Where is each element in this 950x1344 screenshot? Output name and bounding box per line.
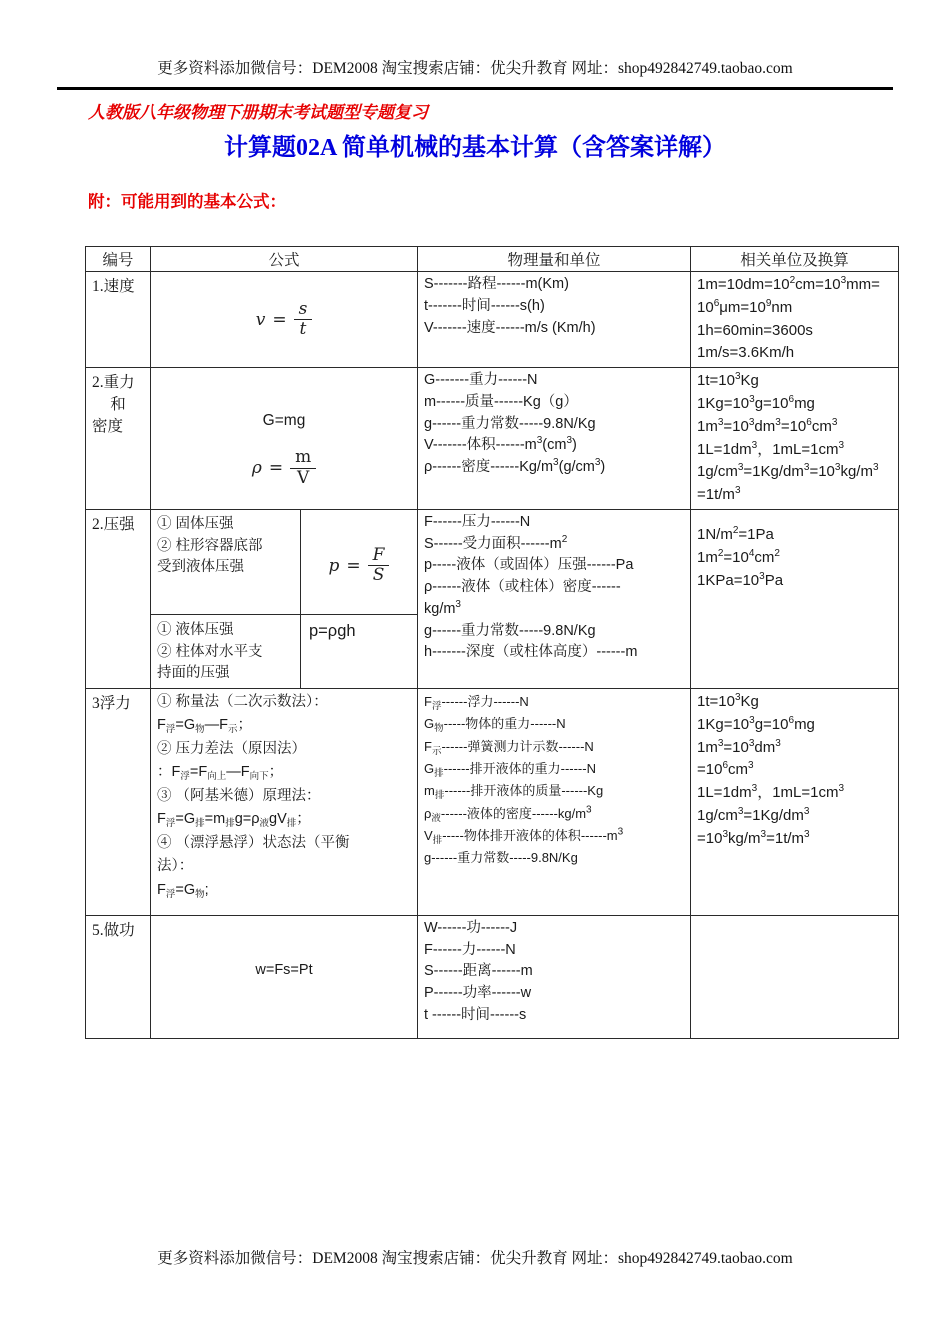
row-pressure-formula-cell xyxy=(151,509,418,688)
text-line: $1L=1dm^3$，$1mL=1cm^3$ xyxy=(697,783,845,802)
text-line: g------重力常数-----9.8N/Kg xyxy=(424,850,578,866)
text-line: ① 固体压强 xyxy=(157,515,234,532)
pressure-solid-desc xyxy=(151,510,301,615)
formula-density xyxy=(252,448,316,488)
pressure-liquid-desc xyxy=(151,615,301,689)
fraction-numerator: m xyxy=(290,448,316,469)
text-line: 1h=60min=3600s xyxy=(697,321,813,339)
text-line: 受到液体压强 xyxy=(157,559,244,576)
text-line: $1m^3=10^3dm^3=10^6cm^3$ xyxy=(697,416,838,435)
text-line: m------质量------Kg（g） xyxy=(424,393,578,410)
text-line: 2.重力 xyxy=(92,374,135,392)
text-line: 和 xyxy=(110,396,126,414)
text-line: V-------体积$------m^3(cm^3)$ xyxy=(424,435,577,454)
row-gravity-density xyxy=(86,368,899,510)
text-line: $F_浮=G_排=m_排g=\rho_液gV_排$； xyxy=(157,811,311,830)
text-line: S------距离------m xyxy=(424,963,533,980)
column-header-formula: 公式 xyxy=(151,247,418,272)
text-line: 法）： xyxy=(157,858,194,875)
fraction-numerator: s xyxy=(294,300,313,321)
row-speed-formula-cell xyxy=(151,272,418,368)
equals-sign: = xyxy=(268,458,284,479)
formula-density-wrap xyxy=(157,448,411,488)
note-label: 附：可能用到的基本公式： xyxy=(88,193,286,211)
row-work xyxy=(86,915,899,1038)
fraction-denominator: t xyxy=(299,319,307,340)
text-line: ② 柱形容器底部 xyxy=(157,537,263,554)
header-text: 更多资料添加微信号：DEM2008 淘宝搜索店铺：优尖升教育 网址：shop492842749.taobao.com xyxy=(157,60,793,77)
text-line: $1Kg=10^3g=10^6mg$ xyxy=(697,393,815,412)
formula-lhs: p xyxy=(328,555,340,576)
text-line: $=1t/m^3$ xyxy=(697,485,741,504)
pressure-subtable xyxy=(151,510,417,687)
row-buoyancy-conversions xyxy=(691,688,899,915)
row-work-formula-cell xyxy=(151,915,418,1038)
text-line: ④ （漂浮悬浮）状态法（平衡 xyxy=(157,834,350,851)
text-line: ρ------密度$------Kg/m^3(g/cm^3)$ xyxy=(424,457,606,476)
row-pressure-id: 2.压强 xyxy=(86,509,151,688)
text-line: $1g/cm^3=1Kg/dm^3$ xyxy=(697,805,810,824)
text-line: $1m=10dm=10^2cm=10^3mm=$ xyxy=(697,275,880,293)
row-work-id: 5.做功 xyxy=(86,915,151,1038)
text-line: ：$F_浮=F_{向上}—F_{向下}$； xyxy=(157,764,284,783)
formula-lhs: v xyxy=(255,309,266,330)
fraction xyxy=(368,546,390,586)
row-buoyancy-quantities xyxy=(418,688,691,915)
text-line: S------受力面积$------m^2$ xyxy=(424,533,568,552)
fraction xyxy=(294,300,313,340)
text-line: $1N/m^2=1Pa$ xyxy=(697,524,774,543)
text-line: $1g/cm^3=1Kg/dm^3=10^3kg/m^3$ xyxy=(697,462,879,481)
page-header xyxy=(57,56,893,90)
text-line: ① 液体压强 xyxy=(157,621,234,638)
page-footer xyxy=(0,1246,950,1268)
equals-sign: = xyxy=(346,555,361,576)
text-line: ③ （阿基米德）原理法： xyxy=(157,787,321,804)
text-line: $kg/m^3$ xyxy=(424,599,461,617)
formula-lhs: ρ xyxy=(251,458,262,479)
text-line: F------力------N xyxy=(424,941,516,958)
text-line: $10^6\mu m=10^9nm$ xyxy=(697,297,793,316)
pressure-solid-formula-cell xyxy=(301,510,417,615)
series-label: 人教版八年级物理下册期末考试题型专题复习 xyxy=(88,103,428,122)
formula-pressure xyxy=(329,518,390,614)
formula-speed xyxy=(256,300,313,340)
text-line: $F_浮=G_物$; xyxy=(157,881,209,900)
text-line: $1KPa=10^3Pa$ xyxy=(697,570,784,589)
row-pressure-conversions xyxy=(691,509,899,688)
formula-table xyxy=(85,246,899,1039)
text-line: $V_排-----$物体排开液体的体积$------m^3$ xyxy=(424,826,624,847)
row-speed-id: 1.速度 xyxy=(86,272,151,368)
fraction-denominator: S xyxy=(372,565,385,586)
text-line: $F_示------$弹簧测力计示数------N xyxy=(424,738,594,757)
text-line: $G_物-----$物体的重力------N xyxy=(424,716,566,735)
row-speed-quantities xyxy=(418,272,691,368)
text-line: t ------时间------s xyxy=(424,1006,527,1023)
row-speed xyxy=(86,272,899,368)
row-gravity-density-formula-cell xyxy=(151,368,418,510)
text-line: 持面的压强 xyxy=(157,665,230,682)
formula-liquid-pressure: p=ρgh xyxy=(309,621,356,640)
text-line: ρ------液体（或柱体）密度------ xyxy=(424,579,621,596)
text-line: $1m^3=10^3dm^3$ xyxy=(697,737,781,756)
text-line: h-------深度（或柱体高度）------m xyxy=(424,644,638,661)
text-line: p-----液体（或固体）压强------Pa xyxy=(424,557,634,574)
column-header-quantities: 物理量和单位 xyxy=(418,247,691,272)
table-header-row xyxy=(86,247,899,272)
row-work-conversions xyxy=(691,915,899,1038)
text-line: S-------路程------m(Km) xyxy=(424,276,569,292)
fraction-denominator: V xyxy=(296,467,310,488)
row-pressure xyxy=(86,509,899,688)
page-title: 计算题02A 简单机械的基本计算（含答案详解） xyxy=(223,135,726,161)
text-line: 1m/s=3.6Km/h xyxy=(697,344,795,362)
text-line: $1m^2=10^4cm^2$ xyxy=(697,547,780,566)
text-line: $1t=10^3Kg$ xyxy=(697,691,759,710)
text-line: ② 压力差法（原因法） xyxy=(157,740,307,757)
fraction-numerator: F xyxy=(368,546,390,567)
row-gravity-density-quantities xyxy=(418,368,691,510)
text-line: $1Kg=10^3g=10^6mg$ xyxy=(697,714,815,733)
text-line: $=10^6cm^3$ xyxy=(697,760,754,779)
row-speed-conversions xyxy=(691,272,899,368)
text-line: F------压力------N xyxy=(424,513,531,530)
formula-gravity: G=mg xyxy=(262,412,306,430)
text-line: ② 柱体对水平支 xyxy=(157,643,263,660)
text-line: G-------重力------N xyxy=(424,372,538,389)
row-buoyancy-formula-cell xyxy=(151,688,418,915)
text-line: g------重力常数-----9.8N/Kg xyxy=(424,622,596,639)
row-buoyancy-id: 3浮力 xyxy=(86,688,151,915)
text-line: P------功率------w xyxy=(424,985,532,1002)
text-line: $G_排------$排开液体的重力------N xyxy=(424,761,596,780)
footer-text: 更多资料添加微信号：DEM2008 淘宝搜索店铺：优尖升教育 网址：shop492842749.taobao.com xyxy=(157,1250,793,1267)
column-header-id: 编号 xyxy=(86,247,151,272)
text-line: $F_浮------$浮力------N xyxy=(424,693,529,712)
text-line: $\rho_液------$液体的密度$------kg/m^3$ xyxy=(424,804,592,824)
text-line: $m_排------$排开液体的质量------Kg xyxy=(424,783,604,802)
text-line: V-------速度------m/s (Km/h) xyxy=(424,319,596,336)
column-header-conversions: 相关单位及换算 xyxy=(691,247,899,272)
row-gravity-density-conversions xyxy=(691,368,899,510)
row-gravity-density-id xyxy=(86,368,151,510)
row-buoyancy xyxy=(86,688,899,915)
text-line: t-------时间------s(h) xyxy=(424,297,545,314)
text-line: g------重力常数-----9.8N/Kg xyxy=(424,415,596,432)
row-work-quantities xyxy=(418,915,691,1038)
text-line: ① 称量法（二次示数法）： xyxy=(157,693,328,710)
text-line: $1L=1dm^3$，$1mL=1cm^3$ xyxy=(697,439,845,458)
formula-work: w=Fs=Pt xyxy=(255,961,313,978)
text-line: 密度 xyxy=(92,418,124,436)
text-line: $=10^3kg/m^3=1t/m^3$ xyxy=(697,828,810,847)
text-line: $1t=10^3Kg$ xyxy=(697,371,759,390)
text-line: $F_浮=G_物—F_示$； xyxy=(157,717,253,736)
equals-sign: = xyxy=(272,309,287,330)
row-pressure-quantities xyxy=(418,509,691,688)
text-line: W------功------J xyxy=(424,919,518,936)
fraction xyxy=(290,448,316,488)
